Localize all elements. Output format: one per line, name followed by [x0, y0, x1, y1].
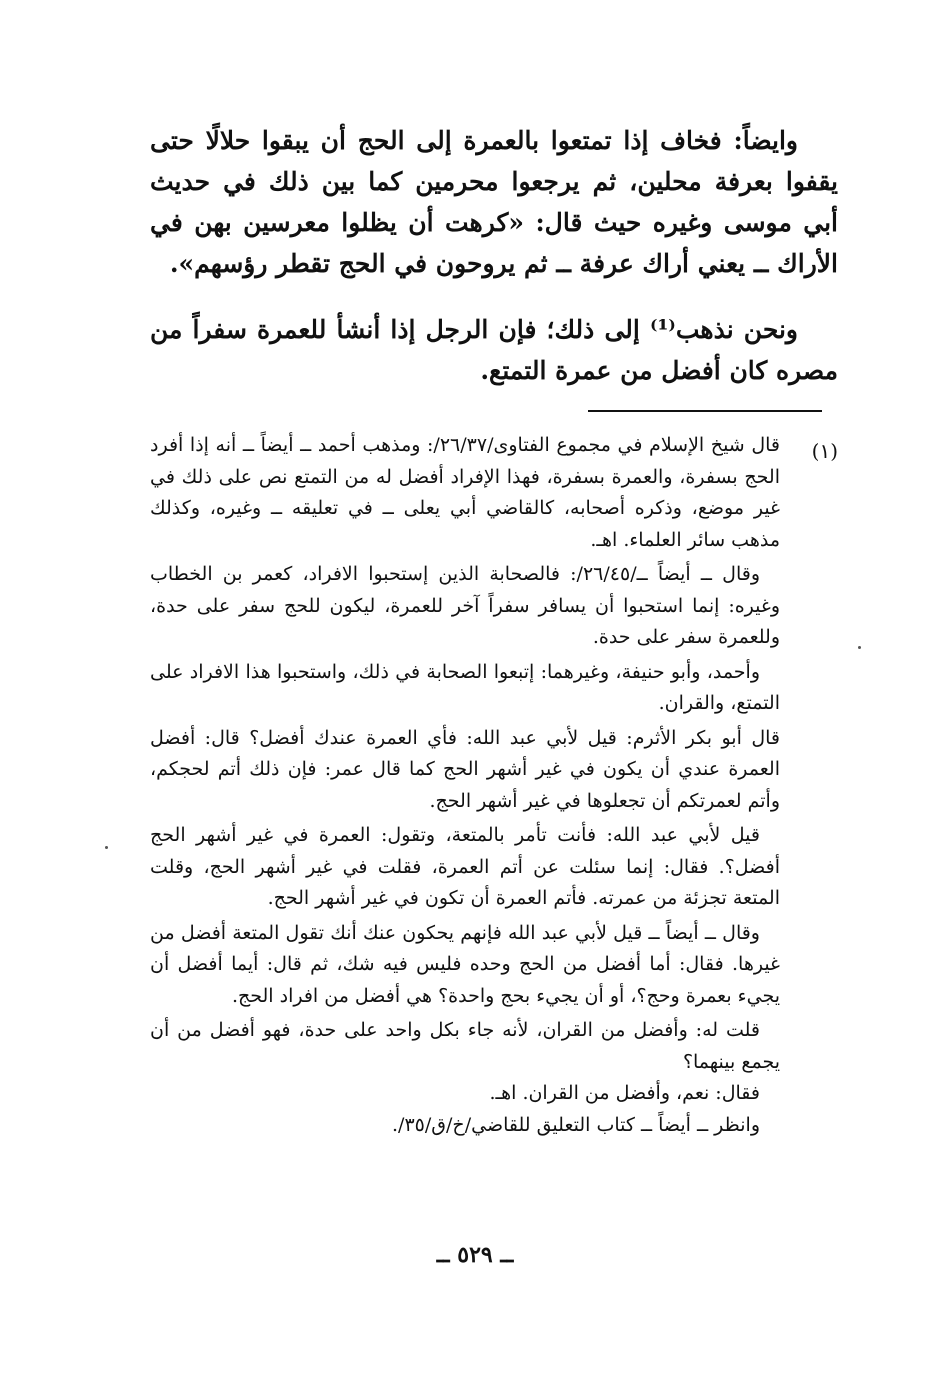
footnote-marker: (١)	[811, 439, 838, 463]
footnote-separator	[588, 410, 822, 412]
footnote-paragraph: وانظر ــ أيضاً ــ كتاب التعليق للقاضي/خ/ق/٣٥/.	[392, 1113, 760, 1136]
footnote-paragraph: قال أبو بكر الأثرم: قيل لأبي عبد الله: فأي العمرة عندك أفضل؟ قال: أفضل العمرة عندي أن يكون في غير أشهر الحج كما قال عمر: فإن ذلك أتم لحجكم، وأتم لعمرتكم أن تجعلوها في غير أشهر الحج.	[150, 726, 780, 812]
footnote-paragraph: فقال: نعم، وأفضل من القران. اهـ.	[489, 1082, 760, 1104]
footnote-paragraph: وقال ــ أيضاً ــ قيل لأبي عبد الله فإنهم يحكون عنك أنك تقول المتعة أفضل من غيرها. فقال: أما أفضل من الحج وحده فليس فيه شك، ثم قال: أيما أفضل أن يجيء بعمرة وحج؟، أو أن يجيء بحج واحدة؟ هي أفضل من افراد الحج.	[150, 921, 780, 1007]
footnote-paragraph: قلت له: وأفضل من القران، لأنه جاء بكل واحد على حدة، فهو أفضل من أن يجمع بينهما؟	[150, 1019, 780, 1073]
footnote-paragraph: وقال ــ أيضاً ــ/٢٦/٤٥/: فالصحابة الذين إستحبوا الافراد، كعمر بن الخطاب وغيره: إنما استحبوا أن يسافر سفراً آخر للعمرة، ليكون للحج سفر على حدة، وللعمرة سفر على حدة.	[150, 563, 780, 648]
main-text-paragraph-2	[150, 309, 838, 391]
page-number: ــ ٥٢٩ ــ	[436, 1242, 514, 1268]
footnote-paragraph: قال شيخ الإسلام في مجموع الفتاوى/٢٦/٣٧/: ومذهب أحمد ــ أيضاً ــ أنه إذا أفرد الحج بسفرة، والعمرة بسفرة، فهذا الإفراد أفضل له من التمتع نص على ذلك في غير موضع، وذكره أصحابه، كالقاضي أبي يعلى ــ في تعليقه ــ وغيره، وكذلك مذهب سائر العلماء. اهـ.	[150, 434, 781, 551]
main-paragraph: وايضاً: فخاف إذا تمتعوا بالعمرة إلى الحج أن يبقوا حلالًا حتى يقفوا بعرفة محلين، ثم يرجعوا محرمين كما بين ذلك في حديث أبي موسى وغيره حيث قال: «كرهت أن يظلوا معرسين بهن في الأراك ــ يعني أراك عرفة ــ ثم يروحون في الحج تقطر رؤسهم».	[150, 126, 838, 278]
scan-speck	[858, 646, 861, 649]
footnote-paragraph: وأحمد، وأبو حنيفة، وغيرهما: إتبعوا الصحابة في ذلك، واستحبوا هذا الافراد على التمتع، والقران.	[150, 660, 780, 714]
main-paragraph: ونحن نذهب⁽¹⁾ إلى ذلك؛ فإن الرجل إذا أنشأ للعمرة سفراً من مصره كان أفضل من عمرة التمتع.	[150, 315, 838, 385]
scan-speck	[105, 846, 108, 849]
main-text-paragraph-1	[150, 120, 838, 284]
footnote-paragraph: قيل لأبي عبد الله: فأنت تأمر بالمتعة، وتقول: العمرة في غير أشهر الحج أفضل؟. فقال: إنما سئلت عن أتم العمرة، فقلت في غير أشهر الحج، وقلت المتعة تجزئة من عمرته. فأتم العمرة أن تكون في غير أشهر الحج.	[150, 824, 780, 909]
footnote-block	[150, 430, 780, 1141]
